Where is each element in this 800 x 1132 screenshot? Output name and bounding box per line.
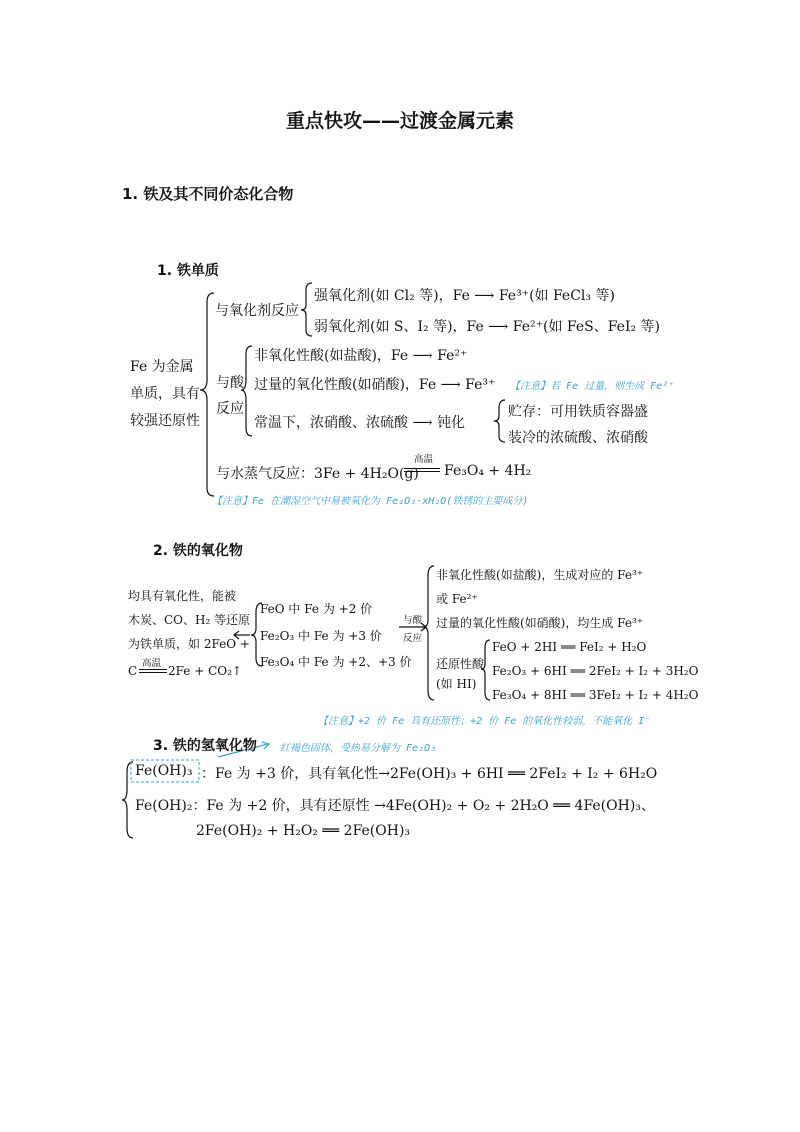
s2-hi-eq-2: Fe₂O₃ + 6HI ══ 2FeI₂ + I₂ + 3H₂O [492, 664, 699, 678]
s1-steam-product: Fe₃O₄ + 4H₂ [444, 463, 532, 479]
s2-heading: 2. 铁的氧化物 [153, 543, 243, 559]
s3-feoh2-text2: 2Fe(OH)₂ + H₂O₂ ══ 2Fe(OH)₃ [196, 823, 411, 839]
brace-s1-storage [494, 400, 505, 442]
s1-note-excess: 【注意】若 Fe 过量，则生成 Fe²⁺ [510, 381, 675, 392]
brace-s2-reactions [423, 566, 434, 700]
s1-steam-reaction: 与水蒸气反应：3Fe + 4H₂O(g) [216, 466, 419, 482]
brace-s1-main [200, 293, 214, 496]
s2-oxide-fe2o3: Fe₂O₃ 中 Fe 为 +3 价 [260, 629, 382, 643]
s2-ox-acid: 过量的氧化性酸(如硝酸)，均生成 Fe³⁺ [436, 616, 644, 630]
s3-note: 红褐色固体，受热易分解为 Fe₂O₃ [280, 743, 437, 754]
s1-acid-label-2: 反应 [216, 401, 244, 417]
s3-feoh3-formula: Fe(OH)₃ [135, 763, 193, 779]
s2-hi-eq-1: FeO + 2HI ══ FeI₂ + H₂O [492, 640, 647, 654]
s2-left-line3: 为铁单质，如 2FeO + [128, 637, 250, 651]
s1-steam-equals [404, 468, 440, 472]
s2-left-line2: 木炭、CO、H₂ 等还原 [128, 613, 251, 627]
s2-hi-label-2: (如 HI) [436, 677, 477, 691]
s2-acid-cond-1: 与酸 [403, 615, 423, 626]
s3-heading: 3. 铁的氢氧化物 [153, 738, 257, 754]
s1-storage-line1: 贮存：可用铁质容器盛 [508, 404, 648, 420]
s1-subject-line1: Fe 为金属 [130, 359, 194, 375]
s2-left-eq-c: C [128, 664, 138, 678]
page-title: 重点快攻——过渡金属元素 [285, 110, 514, 132]
s2-hi-eq-3: Fe₃O₄ + 8HI ══ 3FeI₂ + I₂ + 4H₂O [492, 688, 699, 702]
s2-note: 【注意】+2 价 Fe 具有还原性；+2 价 Fe 的氧化性较弱，不能氧化 I⁻ [318, 716, 651, 727]
s1-acid-label-1: 与酸 [216, 375, 244, 391]
s2-left-eq-equals [139, 669, 167, 673]
s2-hi-label-1: 还原性酸 [436, 657, 485, 671]
s1-nonox-acid: 非氧化性酸(如盐酸)，Fe ⟶ Fe²⁺ [254, 348, 468, 364]
s2-oxide-fe3o4: Fe₃O₄ 中 Fe 为 +2、+3 价 [260, 655, 412, 669]
s2-nonox-line2: 或 Fe²⁺ [436, 592, 478, 606]
s2-left-eq-cond: 高温 [142, 658, 162, 669]
s1-strong-oxidizer: 强氧化剂(如 Cl₂ 等)，Fe ⟶ Fe³⁺(如 FeCl₃ 等) [314, 288, 615, 304]
s1-storage-line2: 装冷的浓硫酸、浓硝酸 [508, 430, 648, 446]
s2-nonox-line1: 非氧化性酸(如盐酸)，生成对应的 Fe³⁺ [436, 568, 644, 582]
s1-excess-ox-acid: 过量的氧化性酸(如硝酸)，Fe ⟶ Fe³⁺ [254, 377, 496, 393]
s1-subject-line2: 单质，具有 [130, 386, 200, 402]
s2-oxide-feo: FeO 中 Fe 为 +2 价 [260, 602, 373, 616]
s1-oxidizer-label: 与氧化剂反应 [215, 303, 299, 319]
s1-passivation: 常温下，浓硝酸、浓硫酸 ⟶ 钝化 [254, 415, 465, 431]
s1-note-rust: 【注意】Fe 在潮湿空气中易被氧化为 Fe₂O₃·xH₂O(铁锈的主要成分) [212, 496, 529, 507]
s3-feoh2-text: Fe(OH)₂：Fe 为 +2 价，具有还原性 →4Fe(OH)₂ + O₂ + 2H₂O ══ 4Fe(OH)₃、 [135, 798, 655, 814]
s1-subject-line3: 较强还原性 [130, 413, 200, 429]
s1-steam-condition: 高温 [414, 454, 434, 465]
brace-s1-oxidizer [301, 283, 312, 336]
s2-left-eq-product: 2Fe + CO₂↑ [168, 664, 242, 678]
s1-weak-oxidizer: 弱氧化剂(如 S、I₂ 等)，Fe ⟶ Fe²⁺(如 FeS、FeI₂ 等) [314, 319, 661, 335]
s2-left-line1: 均具有氧化性，能被 [128, 589, 237, 603]
s3-feoh3-text: ：Fe 为 +3 价，具有氧化性→2Fe(OH)₃ + 6HI ══ 2FeI₂ + I₂ + 6H₂O [201, 766, 658, 782]
s2-acid-cond-2: 反应 [403, 633, 423, 644]
s1-heading: 1. 铁单质 [157, 263, 219, 279]
section-heading-iron: 1. 铁及其不同价态化合物 [122, 185, 294, 203]
